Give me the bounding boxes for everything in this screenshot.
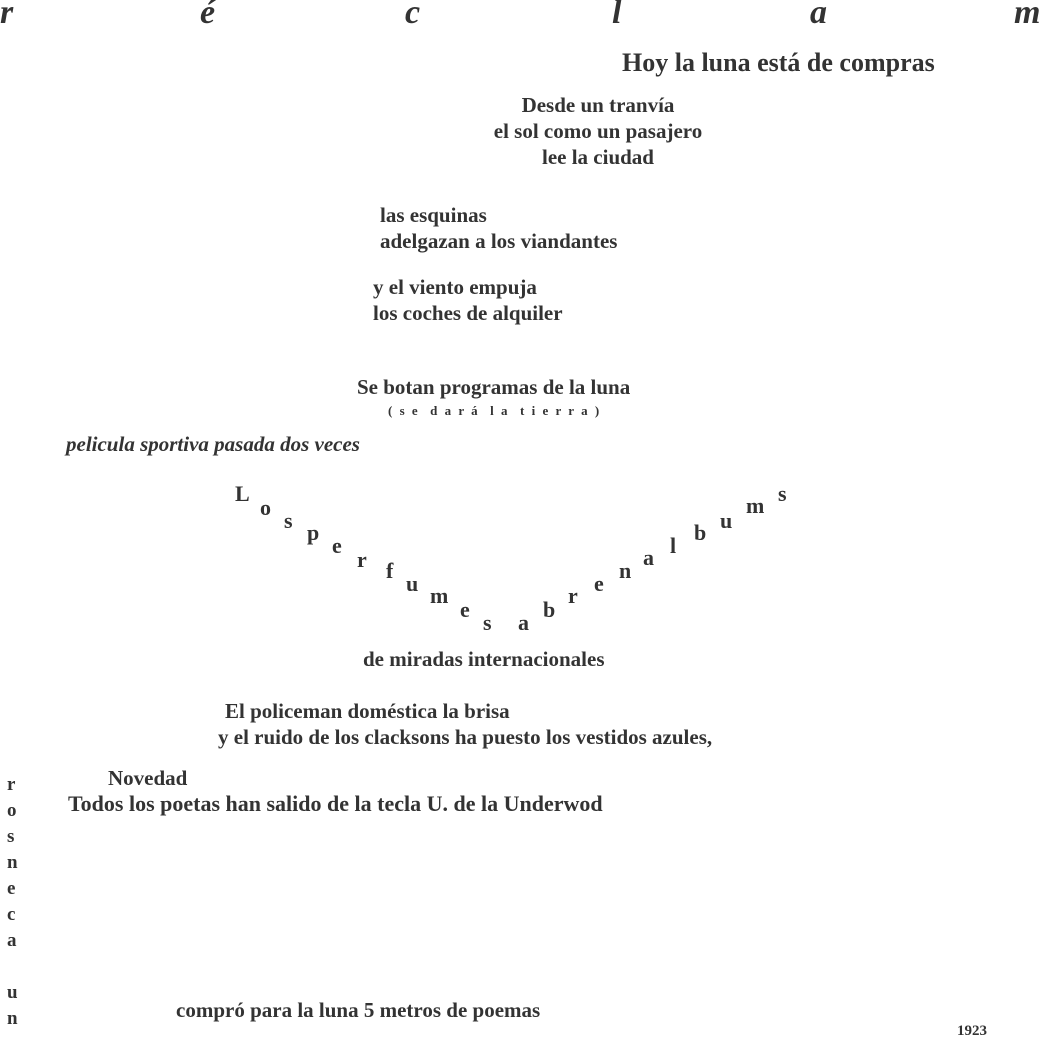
vertical-letter: o bbox=[7, 800, 17, 821]
stanza-line: Desde un tranvía bbox=[521, 93, 675, 117]
programs-line: Se botan programas de la luna bbox=[357, 375, 631, 399]
vertical-letter: u bbox=[7, 982, 18, 1003]
vertical-letter: r bbox=[7, 774, 16, 795]
wave-letter: l bbox=[670, 533, 677, 558]
poetas-line: Todos los poetas han salido de la tecla U. de la Underwod bbox=[68, 791, 603, 816]
wave-letter: a bbox=[518, 610, 529, 635]
wave-letter: s bbox=[483, 610, 492, 635]
title-letter: a bbox=[810, 0, 827, 31]
wave-letter: s bbox=[284, 508, 293, 533]
vertical-letter: n bbox=[7, 852, 18, 873]
stanza-viento bbox=[373, 274, 563, 326]
stanza-line: adelgazan a los viandantes bbox=[380, 229, 618, 253]
wave-letter: p bbox=[307, 520, 320, 545]
wave-letter: a bbox=[643, 545, 654, 570]
stanza-esquinas bbox=[380, 202, 617, 254]
year-label: 1923 bbox=[957, 1023, 987, 1039]
wave-letter: n bbox=[619, 558, 632, 583]
stanza-line: lee la ciudad bbox=[541, 145, 654, 169]
wave-letter: m bbox=[746, 493, 765, 518]
wave-letter: m bbox=[430, 583, 449, 608]
wave-letter: e bbox=[460, 597, 470, 622]
stanza-line: y el ruido de los clacksons ha puesto los vestidos azules, bbox=[218, 725, 713, 749]
stanza-line: y el viento empuja bbox=[373, 275, 537, 299]
wave-letter: L bbox=[235, 481, 250, 506]
wave-letter: u bbox=[720, 508, 733, 533]
wave-letter: r bbox=[357, 547, 367, 572]
stanza-line: El policeman doméstica la brisa bbox=[225, 699, 510, 723]
novedad-label: Novedad bbox=[108, 766, 188, 790]
stanza-tranvia bbox=[478, 92, 718, 170]
wave-letter: o bbox=[260, 495, 271, 520]
programs-subline: ( s e d a r á l a t i e r r a ) bbox=[388, 403, 602, 418]
title-letter: l bbox=[612, 0, 622, 31]
title-letter: c bbox=[405, 0, 421, 31]
vertical-letter: a bbox=[7, 930, 17, 951]
title-letter: m bbox=[1014, 0, 1041, 31]
wave-letter: u bbox=[406, 571, 419, 596]
vertical-letter: s bbox=[7, 826, 15, 847]
stanza-line: los coches de alquiler bbox=[373, 301, 563, 325]
stanza-line: las esquinas bbox=[380, 203, 487, 227]
vertical-letter: n bbox=[7, 1008, 18, 1029]
vertical-letter: c bbox=[7, 904, 16, 925]
wave-letter: f bbox=[386, 558, 394, 583]
wave-letter: b bbox=[694, 520, 707, 545]
wave-letter: e bbox=[332, 533, 342, 558]
film-line: pelicula sportiva pasada dos veces bbox=[66, 432, 360, 456]
vertical-letter: e bbox=[7, 878, 16, 899]
stanza-policeman bbox=[218, 698, 712, 750]
poem-heading: Hoy la luna está de compras bbox=[622, 48, 935, 77]
wave-letter: r bbox=[568, 583, 578, 608]
title-letter: r bbox=[0, 0, 14, 31]
title-letter: é bbox=[200, 0, 216, 31]
compro-line: compró para la luna 5 metros de poemas bbox=[176, 998, 541, 1022]
stanza-line: el sol como un pasajero bbox=[493, 119, 703, 143]
miradas-line: de miradas internacionales bbox=[363, 647, 605, 671]
wave-letter: b bbox=[543, 597, 556, 622]
wave-letter: s bbox=[778, 481, 787, 506]
wave-letter: e bbox=[594, 571, 604, 596]
